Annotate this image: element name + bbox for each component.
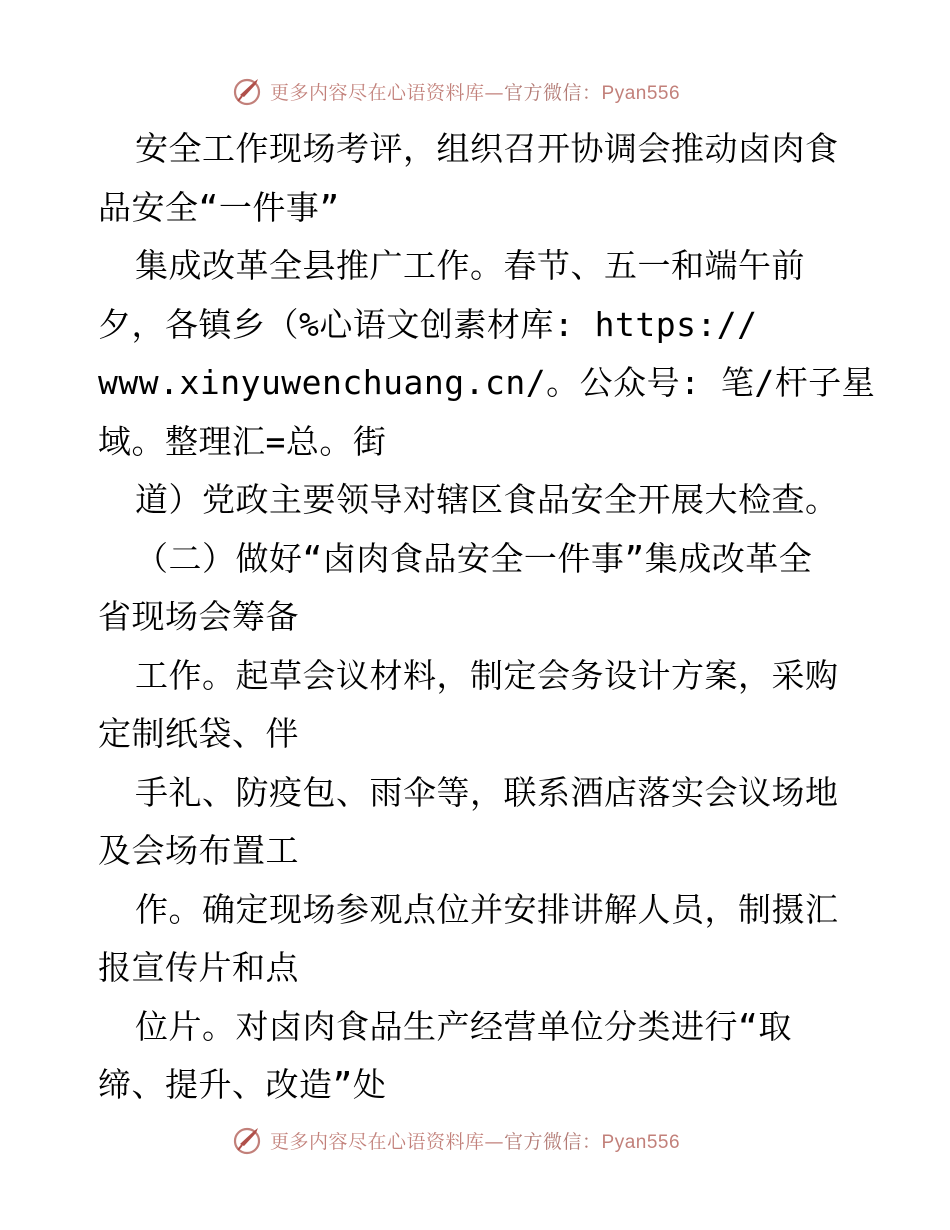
paragraph-line: 夕，各镇乡（%心语文创素材库: https:// [98,304,758,344]
paragraph-line: 定制纸袋、伴 [98,714,299,753]
paragraph-line: 工作。起草会议材料，制定会务设计方案，采购 [135,655,839,695]
paragraph-line: 省现场会筹备 [98,597,299,636]
paragraph-line: 位片。对卤肉食品生产经营单位分类进行“取 [135,1006,792,1046]
paragraph-line: （二）做好“卤肉食品安全一件事”集成改革全 [135,538,813,578]
paragraph-line: 报宣传片和点 [98,948,299,987]
watermark-separator: — [484,1130,505,1153]
paragraph-line: 品安全“一件事” [98,187,340,227]
footer-watermark-banner [232,1120,680,1160]
paragraph-line: www.xinyuwenchuang.cn/。公众号: 笔/杆子星 [98,363,876,402]
quill-pen-circle-icon [232,1124,264,1156]
document-body [98,120,876,1115]
watermark-title: 更多内容尽在心语资料库 [270,81,485,104]
header-watermark-banner [232,71,680,111]
paragraph-line: 道）党政主要领导对辖区食品安全开展大检查。 [135,480,839,519]
watermark-wechat-id: Pyan556 [601,1131,681,1153]
watermark-text [270,1127,680,1154]
watermark-title: 更多内容尽在心语资料库 [270,1130,485,1153]
paragraph-line: 安全工作现场考评，组织召开协调会推动卤肉食 [135,129,839,168]
paragraph-line: 作。确定现场参观点位并安排讲解人员，制摄汇 [135,889,839,929]
paragraph-line: 缔、提升、改造”处 [98,1065,387,1104]
quill-pen-circle-icon [232,75,264,107]
paragraph-line: 域。整理汇=总。街 [98,421,387,461]
watermark-wechat-id: Pyan556 [601,82,681,104]
watermark-wechat-label: 官方微信： [504,81,602,104]
watermark-separator: — [484,81,505,104]
paragraph-line: 集成改革全县推广工作。春节、五一和端午前 [135,246,805,285]
watermark-text [270,78,680,105]
paragraph-line: 及会场布置工 [98,831,299,870]
watermark-wechat-label: 官方微信： [504,1130,602,1153]
paragraph-line: 手礼、防疫包、雨伞等，联系酒店落实会议场地 [135,772,839,812]
